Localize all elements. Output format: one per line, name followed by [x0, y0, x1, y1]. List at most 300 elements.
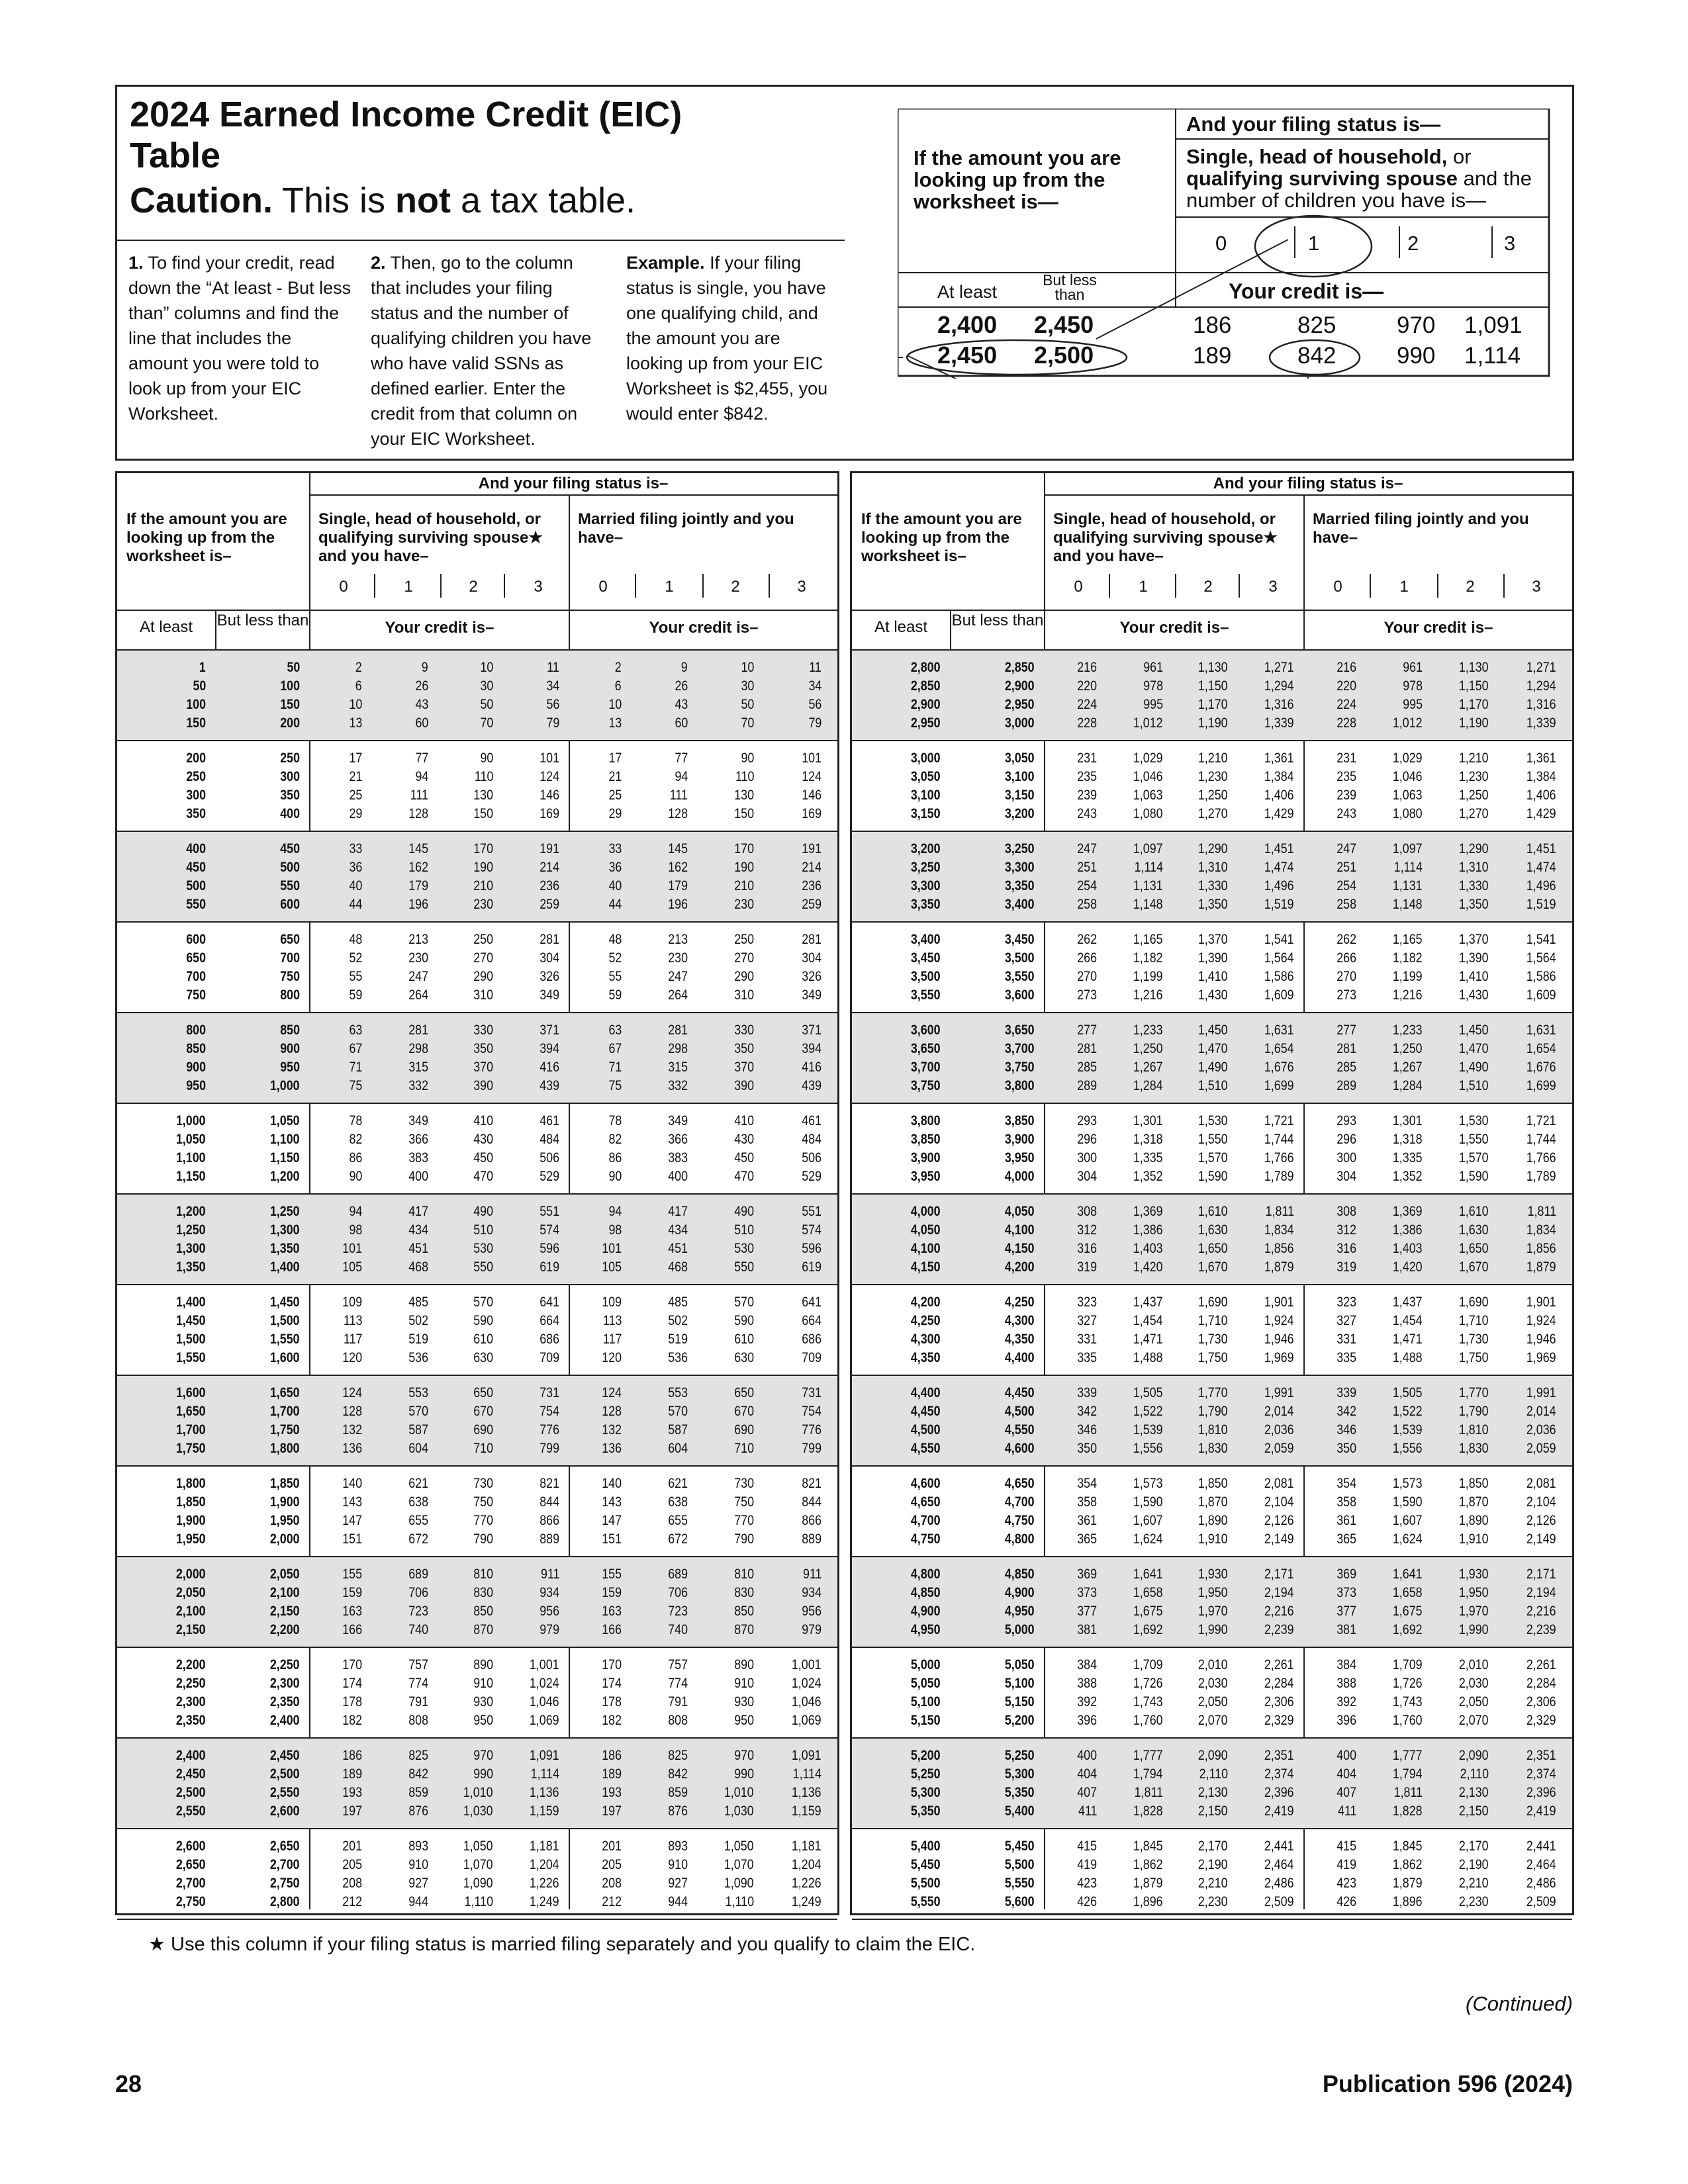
at-least-cell: 4,450 — [911, 1404, 941, 1419]
mfj-child-0-right: 0 — [1333, 578, 1342, 596]
credit-cell: 570 — [668, 1404, 688, 1419]
credit-cell: 220 — [1336, 678, 1356, 694]
but-less-cell: 4,800 — [1005, 1531, 1035, 1547]
credit-cell: 55 — [608, 969, 622, 984]
caution-word: Caution. — [130, 181, 273, 220]
credit-cell: 101 — [802, 751, 821, 766]
credit-cell: 672 — [668, 1531, 688, 1547]
at-least-cell: 1,900 — [176, 1513, 206, 1528]
credit-cell: 655 — [668, 1513, 688, 1528]
credit-cell: 970 — [734, 1748, 754, 1763]
credit-cell: 2,050 — [1459, 1694, 1489, 1709]
credit-cell: 354 — [1336, 1476, 1356, 1491]
credit-cell: 1,721 — [1264, 1113, 1294, 1128]
table-row — [117, 1874, 837, 1893]
table-row — [852, 1112, 1572, 1130]
credit-cell: 1,710 — [1198, 1313, 1228, 1328]
table-row — [117, 1493, 837, 1512]
credit-cell: 94 — [415, 769, 428, 784]
credit-cell: 1,573 — [1133, 1476, 1163, 1491]
table-row — [117, 1747, 837, 1765]
table-row — [852, 1349, 1572, 1367]
table-row — [852, 1530, 1572, 1549]
but-less-cell: 4,400 — [1005, 1350, 1035, 1365]
credit-cell: 349 — [668, 1113, 688, 1128]
credit-cell: 1,556 — [1133, 1441, 1163, 1456]
credit-cell: 349 — [802, 987, 821, 1003]
example-table — [898, 109, 1550, 379]
credit-cell: 136 — [602, 1441, 622, 1456]
credit-cell: 1,766 — [1264, 1150, 1294, 1165]
table-row — [852, 805, 1572, 823]
credit-cell: 859 — [408, 1785, 428, 1800]
credit-cell: 293 — [1336, 1113, 1356, 1128]
credit-cell: 105 — [342, 1259, 362, 1275]
credit-cell: 174 — [602, 1676, 622, 1691]
but-less-cell: 950 — [280, 1060, 300, 1075]
credit-cell: 893 — [668, 1839, 688, 1854]
at-least-cell: 900 — [186, 1060, 206, 1075]
credit-cell: 136 — [342, 1441, 362, 1456]
credit-cell: 1,114 — [792, 1766, 821, 1782]
credit-cell: 251 — [1336, 860, 1356, 875]
but-less-cell: 3,550 — [1005, 969, 1035, 984]
at-least-cell: 1,700 — [176, 1422, 206, 1437]
credit-cell: 1,522 — [1393, 1404, 1423, 1419]
credit-cell: 230 — [473, 897, 493, 912]
credit-cell: 1,675 — [1133, 1604, 1163, 1619]
ex-your-credit: Your credit is— — [1229, 279, 1384, 303]
credit-cell: 377 — [1336, 1604, 1356, 1619]
ex-r1-c1: 825 — [1297, 312, 1336, 338]
credit-cell: 400 — [668, 1169, 688, 1184]
credit-cell: 43 — [415, 697, 428, 712]
at-least-cell: 600 — [186, 932, 206, 947]
credit-cell: 1,607 — [1133, 1513, 1163, 1528]
credit-cell: 296 — [1077, 1132, 1097, 1147]
but-less-cell: 4,750 — [1005, 1513, 1035, 1528]
credit-cell: 1,369 — [1133, 1204, 1163, 1219]
credit-cell: 1,519 — [1264, 897, 1294, 912]
but-less-cell: 5,200 — [1005, 1713, 1035, 1728]
credit-cell: 1,318 — [1133, 1132, 1163, 1147]
table-row — [852, 659, 1572, 677]
credit-cell: 371 — [539, 1023, 559, 1038]
credit-cell: 335 — [1336, 1350, 1356, 1365]
at-least-cell: 5,500 — [911, 1876, 941, 1891]
table-row — [852, 1149, 1572, 1167]
credit-cell: 50 — [480, 697, 493, 712]
at-least-cell: 550 — [186, 897, 206, 912]
credit-cell: 2,261 — [1526, 1657, 1556, 1672]
credit-cell: 407 — [1077, 1785, 1097, 1800]
credit-cell: 1,610 — [1459, 1204, 1489, 1219]
credit-cell: 1,896 — [1393, 1894, 1423, 1909]
table-row — [852, 1203, 1572, 1221]
credit-cell: 1,267 — [1133, 1060, 1163, 1075]
credit-cell: 430 — [473, 1132, 493, 1147]
credit-cell: 1,080 — [1393, 806, 1423, 821]
credit-cell: 1,828 — [1133, 1803, 1163, 1819]
credit-cell: 791 — [668, 1694, 688, 1709]
step-2-text: Then, go to the column that includes your filing status and the number of qualifying children you have who have valid SSNs as defined earlier. Enter the credit from that column on your EIC Worksheet. — [371, 253, 592, 449]
credit-cell: 2,396 — [1526, 1785, 1556, 1800]
credit-cell: 17 — [608, 751, 622, 766]
credit-cell: 1,063 — [1393, 788, 1423, 803]
but-less-cell: 2,800 — [270, 1894, 300, 1909]
credit-cell: 285 — [1336, 1060, 1356, 1075]
credit-cell: 2,230 — [1198, 1894, 1228, 1909]
credit-cell: 1,670 — [1459, 1259, 1489, 1275]
credit-cell: 1,721 — [1526, 1113, 1556, 1128]
credit-cell: 1,420 — [1393, 1259, 1423, 1275]
credit-cell: 2,194 — [1526, 1585, 1556, 1600]
credit-cell: 485 — [668, 1295, 688, 1310]
credit-cell: 1,770 — [1198, 1385, 1228, 1400]
credit-cell: 2,284 — [1526, 1676, 1556, 1691]
credit-cell: 1,250 — [1133, 1041, 1163, 1056]
credit-cell: 1,564 — [1264, 950, 1294, 966]
table-row — [117, 1330, 837, 1349]
credit-cell: 151 — [342, 1531, 362, 1547]
credit-cell: 236 — [802, 878, 821, 893]
at-least-cell: 1,800 — [176, 1476, 206, 1491]
table-row — [852, 968, 1572, 986]
table-row — [117, 986, 837, 1005]
credit-cell: 490 — [473, 1204, 493, 1219]
row-group — [117, 1376, 837, 1465]
credit-cell: 82 — [349, 1132, 362, 1147]
credit-cell: 2,110 — [1199, 1766, 1228, 1782]
credit-cell: 1,250 — [1459, 788, 1489, 803]
credit-cell: 1,199 — [1393, 969, 1423, 984]
credit-cell: 350 — [734, 1041, 754, 1056]
credit-cell: 776 — [539, 1422, 559, 1437]
caution-not: not — [395, 181, 451, 220]
credit-cell: 94 — [608, 1204, 622, 1219]
your-credit-single-right: Your credit is– — [1119, 619, 1229, 637]
credit-cell: 205 — [342, 1857, 362, 1872]
credit-cell: 2,261 — [1264, 1657, 1294, 1672]
credit-cell: 689 — [408, 1567, 428, 1582]
credit-cell: 2,070 — [1198, 1713, 1228, 1728]
credit-cell: 230 — [408, 950, 428, 966]
credit-cell: 400 — [1336, 1748, 1356, 1763]
credit-cell: 859 — [668, 1785, 688, 1800]
credit-cell: 2,170 — [1459, 1839, 1489, 1854]
credit-cell: 189 — [602, 1766, 622, 1782]
credit-cell: 1,879 — [1133, 1876, 1163, 1891]
credit-cell: 110 — [735, 769, 754, 784]
credit-cell: 1,590 — [1459, 1169, 1489, 1184]
credit-cell: 468 — [408, 1259, 428, 1275]
credit-cell: 1,010 — [724, 1785, 754, 1800]
ex-r2-c0: 189 — [1193, 343, 1232, 369]
table-row — [852, 1240, 1572, 1258]
credit-cell: 686 — [802, 1332, 821, 1347]
credit-cell: 1,386 — [1393, 1222, 1423, 1238]
credit-cell: 169 — [539, 806, 559, 821]
credit-cell: 270 — [473, 950, 493, 966]
credit-cell: 128 — [342, 1404, 362, 1419]
credit-cell: 670 — [473, 1404, 493, 1419]
credit-cell: 570 — [473, 1295, 493, 1310]
credit-cell: 40 — [349, 878, 362, 893]
credit-cell: 1,182 — [1133, 950, 1163, 966]
credit-cell: 1,760 — [1133, 1713, 1163, 1728]
credit-cell: 596 — [539, 1241, 559, 1256]
but-less-cell: 5,600 — [1005, 1894, 1035, 1909]
row-group — [852, 1829, 1572, 1919]
credit-cell: 510 — [734, 1222, 754, 1238]
credit-cell: 1,097 — [1133, 841, 1163, 856]
credit-cell: 1,384 — [1264, 769, 1294, 784]
credit-cell: 1,811 — [1134, 1785, 1163, 1800]
credit-cell: 830 — [734, 1585, 754, 1600]
credit-cell: 390 — [473, 1078, 493, 1093]
mfj-header-left: Married filing jointly and you have– — [578, 510, 794, 547]
table-body-right — [852, 651, 1572, 1913]
credit-cell: 6 — [355, 678, 362, 694]
credit-cell: 1,410 — [1459, 969, 1489, 984]
at-least-cell: 1,950 — [176, 1531, 206, 1547]
row-group — [852, 1376, 1572, 1465]
table-body-left — [117, 651, 837, 1913]
credit-cell: 876 — [668, 1803, 688, 1819]
credit-cell: 1,879 — [1393, 1876, 1423, 1891]
table-row — [117, 1402, 837, 1421]
credit-cell: 1,159 — [792, 1803, 821, 1819]
credit-cell: 1,541 — [1526, 932, 1556, 947]
credit-cell: 1,150 — [1198, 678, 1228, 694]
credit-cell: 191 — [539, 841, 559, 856]
credit-cell: 415 — [1336, 1839, 1356, 1854]
credit-cell: 1,658 — [1133, 1585, 1163, 1600]
credit-cell: 1,570 — [1459, 1150, 1489, 1165]
table-row — [117, 1312, 837, 1330]
credit-cell: 810 — [473, 1567, 493, 1582]
at-least-cell: 4,400 — [911, 1385, 941, 1400]
table-row — [117, 1674, 837, 1693]
caution-line — [130, 180, 635, 221]
table-row — [852, 1221, 1572, 1240]
credit-cell: 411 — [1078, 1803, 1097, 1819]
credit-cell: 1,429 — [1526, 806, 1556, 821]
credit-cell: 519 — [408, 1332, 428, 1347]
at-least-cell: 2,550 — [176, 1803, 206, 1819]
credit-cell: 1,284 — [1133, 1078, 1163, 1093]
credit-cell: 1,170 — [1198, 697, 1228, 712]
credit-cell: 170 — [734, 841, 754, 856]
ex-r1-c3: 1,091 — [1464, 312, 1523, 338]
credit-cell: 1,519 — [1526, 897, 1556, 912]
credit-cell: 426 — [1336, 1894, 1356, 1909]
credit-cell: 1,924 — [1264, 1313, 1294, 1328]
but-less-cell: 2,350 — [270, 1694, 300, 1709]
at-least-cell: 5,250 — [911, 1766, 941, 1782]
credit-cell: 484 — [539, 1132, 559, 1147]
credit-cell: 1,114 — [1134, 860, 1163, 875]
credit-cell: 664 — [802, 1313, 821, 1328]
credit-cell: 1,136 — [792, 1785, 821, 1800]
at-least-cell: 5,350 — [911, 1803, 941, 1819]
credit-cell: 978 — [1403, 678, 1423, 694]
but-less-cell: 750 — [280, 969, 300, 984]
credit-cell: 1,488 — [1393, 1350, 1423, 1365]
credit-cell: 346 — [1077, 1422, 1097, 1437]
credit-cell: 179 — [668, 878, 688, 893]
credit-cell: 358 — [1077, 1494, 1097, 1510]
credit-cell: 235 — [1336, 769, 1356, 784]
at-least-cell: 5,550 — [911, 1894, 941, 1909]
table-row — [117, 1602, 837, 1621]
credit-cell: 1,233 — [1393, 1023, 1423, 1038]
credit-cell: 197 — [342, 1803, 362, 1819]
credit-cell: 416 — [802, 1060, 821, 1075]
credit-cell: 910 — [734, 1676, 754, 1691]
credit-cell: 146 — [539, 788, 559, 803]
credit-cell: 1,709 — [1393, 1657, 1423, 1672]
table-row — [852, 1402, 1572, 1421]
but-less-cell: 4,950 — [1005, 1604, 1035, 1619]
single-child-0-right: 0 — [1074, 578, 1083, 596]
credit-cell: 2,441 — [1526, 1839, 1556, 1854]
at-least-cell: 3,000 — [911, 751, 941, 766]
credit-cell: 1,226 — [792, 1876, 821, 1891]
table-row — [117, 749, 837, 768]
credit-cell: 1,136 — [530, 1785, 559, 1800]
at-least-cell: 3,150 — [911, 806, 941, 821]
but-less-cell: 2,250 — [270, 1657, 300, 1672]
credit-cell: 1,730 — [1459, 1332, 1489, 1347]
credit-cell: 1,271 — [1526, 660, 1556, 675]
at-least-cell: 2,250 — [176, 1676, 206, 1691]
credit-cell: 1,430 — [1198, 987, 1228, 1003]
credit-cell: 944 — [668, 1894, 688, 1909]
example-status-header: And your filing status is— — [1186, 113, 1441, 136]
credit-cell: 404 — [1336, 1766, 1356, 1782]
credit-cell: 273 — [1077, 987, 1097, 1003]
credit-cell: 117 — [343, 1332, 362, 1347]
credit-cell: 224 — [1336, 697, 1356, 712]
credit-cell: 740 — [408, 1622, 428, 1637]
credit-cell: 105 — [602, 1259, 622, 1275]
credit-cell: 451 — [408, 1241, 428, 1256]
credit-cell: 2,194 — [1264, 1585, 1294, 1600]
credit-cell: 1,946 — [1526, 1332, 1556, 1347]
credit-cell: 147 — [602, 1513, 622, 1528]
credit-cell: 231 — [1077, 751, 1097, 766]
credit-cell: 392 — [1336, 1694, 1356, 1709]
credit-cell: 723 — [668, 1604, 688, 1619]
row-group — [117, 832, 837, 921]
credit-cell: 1,609 — [1264, 987, 1294, 1003]
credit-cell: 277 — [1077, 1023, 1097, 1038]
at-least-cell: 750 — [186, 987, 206, 1003]
credit-cell: 553 — [408, 1385, 428, 1400]
credit-cell: 254 — [1336, 878, 1356, 893]
credit-cell: 1,845 — [1393, 1839, 1423, 1854]
credit-cell: 1,990 — [1198, 1622, 1228, 1637]
credit-cell: 1,165 — [1133, 932, 1163, 947]
but-less-cell: 2,600 — [270, 1803, 300, 1819]
credit-cell: 208 — [342, 1876, 362, 1891]
credit-cell: 170 — [473, 841, 493, 856]
credit-cell: 1,012 — [1393, 715, 1423, 731]
credit-cell: 519 — [668, 1332, 688, 1347]
credit-cell: 1,901 — [1526, 1295, 1556, 1310]
but-less-cell: 2,700 — [270, 1857, 300, 1872]
credit-cell: 145 — [668, 841, 688, 856]
row-group — [117, 1104, 837, 1193]
credit-cell: 191 — [802, 841, 821, 856]
credit-cell: 174 — [342, 1676, 362, 1691]
credit-cell: 128 — [668, 806, 688, 821]
table-row — [117, 1421, 837, 1439]
credit-cell: 281 — [539, 932, 559, 947]
credit-cell: 381 — [1077, 1622, 1097, 1637]
credit-cell: 2,239 — [1264, 1622, 1294, 1637]
table-row — [117, 786, 837, 805]
credit-cell: 2,036 — [1526, 1422, 1556, 1437]
but-less-cell: 2,650 — [270, 1839, 300, 1854]
credit-cell: 1,384 — [1526, 769, 1556, 784]
at-least-cell: 800 — [186, 1023, 206, 1038]
credit-cell: 1,429 — [1264, 806, 1294, 821]
credit-cell: 1,339 — [1526, 715, 1556, 731]
mfj-child-1-left: 1 — [665, 578, 674, 596]
credit-cell: 706 — [668, 1585, 688, 1600]
credit-cell: 1,789 — [1526, 1169, 1556, 1184]
but-less-cell: 5,500 — [1005, 1857, 1035, 1872]
credit-cell: 373 — [1336, 1585, 1356, 1600]
credit-cell: 166 — [602, 1622, 622, 1637]
credit-cell: 1,130 — [1459, 660, 1489, 675]
credit-cell: 470 — [734, 1169, 754, 1184]
credit-cell: 250 — [473, 932, 493, 947]
credit-cell: 1,046 — [1393, 769, 1423, 784]
credit-cell: 1,990 — [1459, 1622, 1489, 1637]
credit-cell: 388 — [1077, 1676, 1097, 1691]
single-child-1-left: 1 — [404, 578, 413, 596]
credit-cell: 2,210 — [1198, 1876, 1228, 1891]
table-row — [852, 1167, 1572, 1186]
credit-cell: 730 — [734, 1476, 754, 1491]
eic-table-right — [850, 471, 1574, 1915]
credit-cell: 1,879 — [1526, 1259, 1556, 1275]
credit-cell: 1,284 — [1393, 1078, 1423, 1093]
credit-cell: 1,080 — [1133, 806, 1163, 821]
credit-cell: 369 — [1077, 1567, 1097, 1582]
credit-cell: 1,403 — [1393, 1241, 1423, 1256]
credit-cell: 75 — [349, 1078, 362, 1093]
table-row — [852, 1584, 1572, 1602]
table-row — [117, 659, 837, 677]
credit-cell: 159 — [602, 1585, 622, 1600]
credit-cell: 266 — [1077, 950, 1097, 966]
credit-cell: 604 — [408, 1441, 428, 1456]
credit-cell: 266 — [1336, 950, 1356, 966]
but-less-cell: 5,100 — [1005, 1676, 1035, 1691]
credit-cell: 86 — [608, 1150, 622, 1165]
credit-cell: 78 — [608, 1113, 622, 1128]
credit-cell: 247 — [1336, 841, 1356, 856]
table-row — [117, 677, 837, 696]
credit-cell: 1,910 — [1459, 1531, 1489, 1547]
credit-cell: 2,329 — [1526, 1713, 1556, 1728]
credit-cell: 2,090 — [1459, 1748, 1489, 1763]
credit-cell: 281 — [1336, 1041, 1356, 1056]
